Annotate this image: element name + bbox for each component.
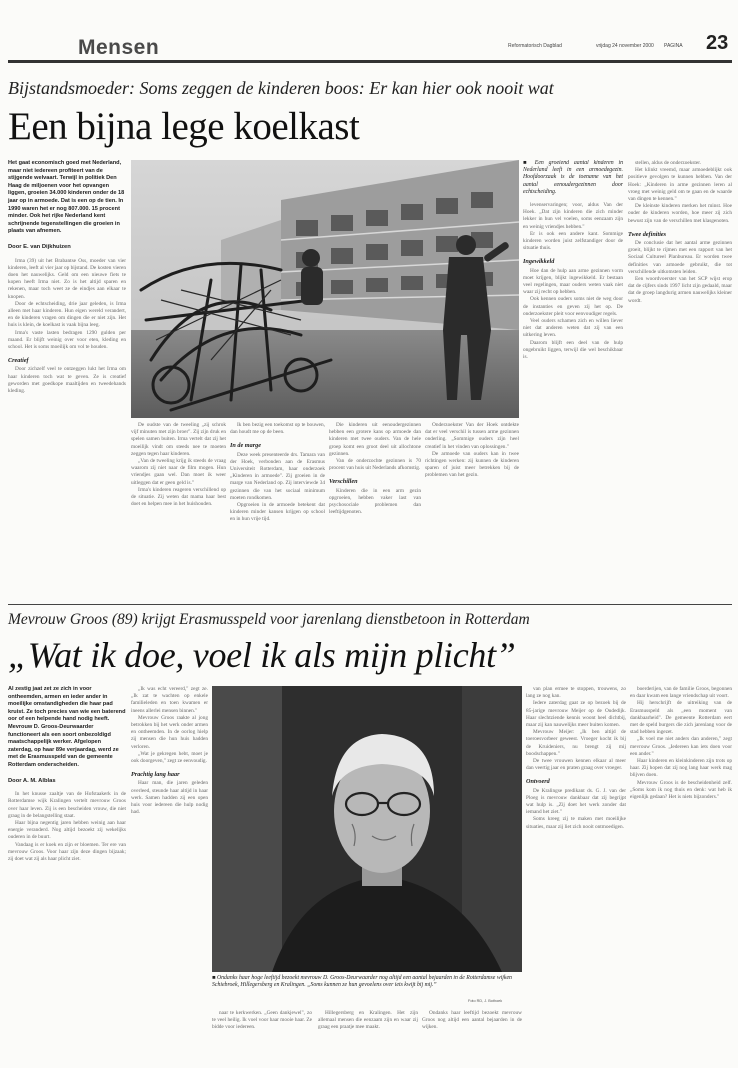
article2-intro <box>8 686 126 1027</box>
subhead-verschillen: Verschillen <box>329 478 358 486</box>
issue-date: vrijdag 24 november 2000 <box>596 43 654 49</box>
article1-intro-text: Het gaat economisch goed met Nederland, maar niet iedereen profiteert van de stijgende welvaart. Terwijl in politiek Den Haag de miljoenen voor het opvangen liggen, groeien 34.000 kinderen onder de 18 jaar op in armoede. Dat is een op de tien. In 1990 waren het er nog 807.000. 15 procent minder. Ook het rijke Nederland kent schrijnende tegenstellingen die groeien in plaats van afnemen. <box>8 160 125 235</box>
article2-intro-text: Al zestig jaat zet ze zich in voor ontheemden, armen en ieder ander in moeilijke omstandigheden die haar pad kruist. Ze toch precies van wie een baterend oor of een helpende hand nodig heeft. Mevrouw D. Groos-Deurwaarder functioneert als een soort onbezoldigd maatschappelijk werker. Afgelopen zaterdag, op haar 89e verjaardag, werd ze met de Erasmusspeld van de gemeente Rotterdam onderscheiden. <box>8 686 126 768</box>
subhead-twee-definities: Twee definities <box>628 230 667 238</box>
page-header <box>8 30 732 72</box>
article2-body-col1: In het knusse zaaltje van de Hofstaakerk in de Rotterdamse wijk Kralingen vertelt mevrouw Groos over haar leven. Zij is een bescheiden vrouw, die niet graag in de belangstelling staat. Haar bijna negentig jaren hebben weinig aan haar energie veranderd. Nog altijd bezoekt zij wekelijks ouderen in de buurt. Vandaag is er koek en zijn er bloemen. Ter ere van mevrouw Groos. Voor haar zijn deze dingen bijzaak; zij doet wat zij als haar plicht ziet. <box>8 791 126 862</box>
article2-body-col4: Hillegersberg en Kralingen. Het zijn allemaal mensen die eenzaam zijn en waar zij graag een praatje mee maakt. <box>318 1010 418 1031</box>
article2-kicker: Mevrouw Groos (89) krijgt Erasmusspeld voor jarenlang dienstbetoon in Rotterdam <box>8 611 530 628</box>
article1-body-col2: De oudste van de tweeling „zij schrok vijf minuten met zijn broer". Zij zijn druk en spelen samen buiten. Irma vertelt dat zij het moeilijk vindt om steeds nee te moeten zeggen tegen haar kinderen. „Van de tweeling krijg ik steeds de vraag waarom zij niet naar de film mogen. Hun vriendjes gaan wel. Dan moet ik weer uitleggen dat er geen geld is." Irma's kinderen reageren verschillend op de situatie. Zij weten dat mama haar best doet en helpen mee in het huishouden. <box>131 422 226 508</box>
article1-body-col5: Onderzoekster Van der Hoek ontdekte dat er veel verschil is tussen arme gezinnen onderling. „Sommige ouders zijn heel creatief in het vinden van oplossingen." De armoede van ouders kan in twee richtingen werken: zij kunnen de kinderen sparen of juist meer betrekken bij de problemen van het gezin. <box>425 422 519 479</box>
article1-kicker: Bijstandsmoeder: Soms zeggen de kinderen boos: Er kan hier ook nooit wat <box>8 78 554 98</box>
article1-body-col4: Die kinderen uit eenoudergezinnen hebben een grotere kans op armoede dan kinderen met twee ouders. Van de hele groep komt een groot deel uit allochtone gezinnen. Van de onderzochte gezinnen is 70 procent van huis uit Nederlands afkomstig. Verschillen Kinderen die in een arm gezin opgroeien, hebben vaker last van psychosociale problemen dan leeftijdgenoten. <box>329 422 421 516</box>
newspaper-name: Reformatorisch Dagblad <box>508 43 562 49</box>
article2-body-col7: boerderijen, van de familie Groos, begonnen en daar kwam een lange vriendschap uit voort. Hij herschrijft de uitreiking van de Erasmusspeld als „een moment van dankbaarheid". De gemeente Rotterdam eert met de speld burgers die zich jarenlang voor de stad hebben ingezet. „Ik voel me niet anders dan anderen," zegt mevrouw Groos. „Iedereen kan iets doen voor een ander." Haar kinderen en kleinkinderen zijn trots op haar. Zij hopen dat zij nog lang haar werk mag blijven doen. Mevrouw Groos is de bescheidenheid zelf. „Soms kom ik nog thuis en denk: wat heb ik eigenlijk gedaan? Het is niets bijzonders." <box>630 686 732 801</box>
section-title: Mensen <box>78 36 160 59</box>
article1-byline: Door E. van Dijkhuizen <box>8 243 71 250</box>
subhead-creatief: Creatief <box>8 357 29 365</box>
article1-intro <box>8 160 126 506</box>
article1-body-col7: stellen, aldus de onderzoekster. Het klinkt vreemd, maar armoedeblijkt ook positieve gevolgen te kunnen hebben. Van der Hoek: „Kinderen in arme gezinnen leren al vroeg met weinig geld om te gaan en de waarde van dingen te kennen." De kleinste kinderen merken het minst. Hoe ouder de kinderen worden, hoe meer zij zich bewust zijn van de verschillen met klasgenoten. Twee definities De conclusie dat het aantal arme gezinnen groeit, blijkt te rijmen met een rapport van het Sociaal Cultureel Planbureau. Er worden twee definities van armoede gebruikt, die tot verschillende uitkomsten leiden. Een woordvoerster van het SCP wijst erop dat de cijfers sinds 1997 licht zijn gedaald, maar dat de groep langdurig armen nauwelijks kleiner wordt. <box>628 160 732 304</box>
article1-body-col3: Ik ben bezig een toekomst op te bouwen, dan houdt me op de been. In de marge Deze week presenteerde drs. Tamara van der Hoek, verbonden aan de Erasmus Universiteit Rotterdam, haar onderzoek „Kinderen in armoede". Zij groeien in de marge van Nederland op. Zij interviewde 34 gezinnen die van het sociaal minimum moeten rondkomen. Opgroeien in de armoede betekent dat kinderen minder kansen krijgen op school en in hun vrije tijd. <box>230 422 325 523</box>
caption-bullet-icon: ■ <box>523 160 535 166</box>
subhead-ontvoerd: Ontvoerd <box>526 778 550 786</box>
article2-body-col2: „Ik was echt vereerd," zegt ze. „Ik zat te wachten op enkele familieleden en toen kwamen er ineens allerlei mensen binnen." Mevrouw Groos raakte al jong betrokken bij het werk onder armen en ontheemden. In de oorlog hielp zij mensen die hun huis hadden verloren. „Wat je gekregen hebt, moet je ook doorgeven," zegt ze eenvoudig. Prachtig lang haar Haar man, die jaren geleden overleed, steunde haar altijd in haar werk. Samen hadden zij een open huis voor iedereen die hulp nodig had. <box>131 686 208 816</box>
caption-bullet-icon: ■ <box>212 975 217 981</box>
article2-body-col6: van plan ermee te stoppen, trouwens, zo lang ze nog kan. Iedere zaterdag gaat ze op bezoek bij de 85-jarige mevrouw Meijer op de Oudedijk. Haar slechtziende kennis woont heel dichtbij, maar zij kan nauwelijks meer buiten komen. Mevrouw Meijer: „Ik ben altijd de toeroesvorbeer geweest. Vroeger kocht ik bij de Kruideniers, nu brengt zij mij boodschappen." De twee vrouwen kennen elkaar al meer dan veertig jaar en praten graag over vroeger. Ontvoerd De Kralingse predikant ds. G. J. van der Ploeg is mevrouw dankbaar dat zij begrijpt wat hulp is. „Zij doet het werk zonder dat iemand het ziet." Soms kreeg zij te maken met moeilijke situaties, maar zij liet zich nooit ontmoedigen. <box>526 686 626 830</box>
article2-headline: „Wat ik doe, voel ik als mijn plicht” <box>8 635 516 675</box>
article1-body-col1: Irma (39) uit het Brabantse Oss, moeder van vier kinderen, leeft al vier jaar op bijstand. De kosten vieren doen het nauwelijks. Geld om een nieuwe fiets te kopen heeft Irma niet. Zo is het altijd sparen en rekenen, maar toch weet ze de eindjes aan elkaar te knopen. Door de echtscheiding, drie jaar geleden, is Irma alleen met haar kinderen. Hun eigen wereld verandert, en de kinderen vragen om dingen die er niet zijn. Het huis is klein, de koelkast is vaak bijna leeg. Irma's vaste lasten bedragen 1290 gulden per maand. Er blijft weinig over voor eten, kleding en school. Het is soms moeilijk om vol te houden. Creatief Door zichzelf veel te ontzeggen lukt het Irma om haar kinderen toch wat te geven. Ze is creatief geworden met goedkope maaltijden en tweedehands kleding. <box>8 257 126 394</box>
article2-photo <box>212 686 522 972</box>
article2-body-col5: Ondanks haar leeftijd bezoekt mevrouw Groos nog altijd een aantal bejaarden in de wijken. <box>422 1010 522 1031</box>
article1-photo-caption <box>523 160 623 196</box>
article-divider <box>8 604 732 605</box>
page-label: PAGINA <box>664 43 683 49</box>
article1-caption-text: Een groeiend aantal kinderen in Nederland leeft in een armoedegezin. Hoofdoorzaak is de toename van het aantal eenoudergezinnen door echtscheiding. <box>523 160 623 195</box>
header-rule <box>8 60 732 63</box>
article1-photo <box>131 160 519 418</box>
subhead-ingewikkeld: Ingewikkeld <box>523 258 555 266</box>
subhead-in-de-marge: In de marge <box>230 442 261 450</box>
article1-body-col6: ■ Een groeiend aantal kinderen in Nederland leeft in een armoedegezin. Hoofdoorzaak is de toename van het aantal eenoudergezinnen door echtscheiding. levenservaringen; voor, aldus Van der Hoek. „Dat zijn kinderen die zich minder lekker in hun vel voelen, soms eenzaam zijn en weinig vriendjes hebben." Er is ook een andere kant. Sommige kinderen worden juist zelfstandiger door de situatie thuis. Ingewikkeld Hoe dan de hulp aan arme gezinnen vorm moet krijgen, blijkt ingewikkeld. Er bestaan veel regelingen, maar ouders weten vaak niet waar zij recht op hebben. Ook kennen ouders soms niet de weg door de instanties en geven zij het op. De onderzoekster pleit voor eenvoudiger regels. Veel ouders schamen zich en willen liever niet dat anderen weten dat zij van een uitkering leven. Daarom blijft een deel van de hulp ongebruikt liggen, terwijl die wel beschikbaar is. <box>523 160 623 361</box>
photo-credit: Foto RD, J. Bothoek <box>468 999 503 1003</box>
article2-body-col3: naar te kerkwerken. „Geen dankjewel", zo te veel heilig. Ik voel voor haar mooie haar. Ze bidde voor iedereen. <box>212 1010 312 1031</box>
article2-caption-text: Ondanks haar hoge leeftijd bezoekt mevrouw D. Groos-Deurwaarder nog altijd een aantal bejaarden in de Rotterdamse wijken Schiebroek, Hillegersberg en Kralingen. „Soms kunnen ze hun gevoelens over iets kwijt bij mij.” <box>212 975 512 989</box>
page-number: 23 <box>706 32 729 54</box>
article2-byline: Door A. M. Alblas <box>8 777 56 784</box>
article1-headline: Een bijna lege koelkast <box>8 105 360 148</box>
article2-photo-caption <box>212 975 522 989</box>
subhead-prachtig-lang-haar: Prachtig lang haar <box>131 771 180 779</box>
